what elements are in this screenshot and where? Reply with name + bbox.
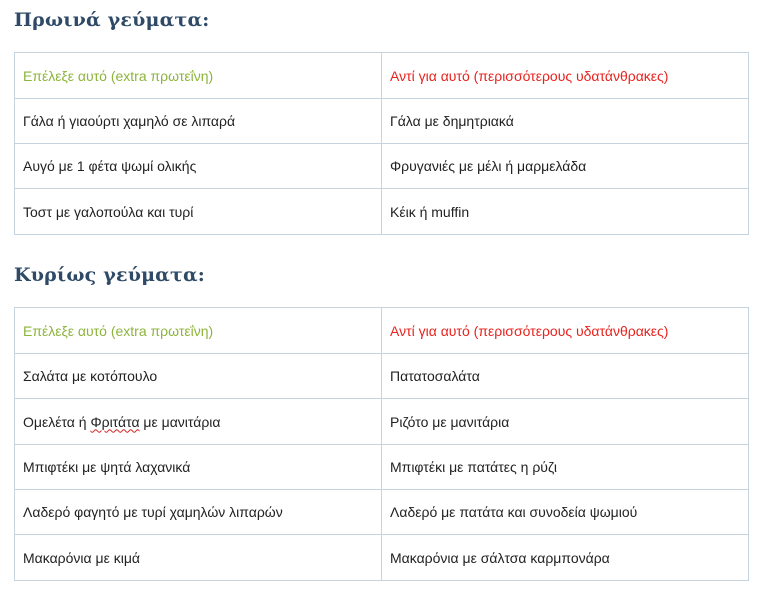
instead-cell: Κέικ ή muffin bbox=[382, 189, 749, 235]
choose-cell: Τοστ με γαλοπούλα και τυρί bbox=[15, 189, 382, 235]
table-row bbox=[15, 535, 749, 581]
breakfast-title: Πρωινά γεύματα: bbox=[14, 9, 210, 31]
table-row bbox=[15, 399, 749, 445]
table-row bbox=[15, 99, 749, 144]
instead-header: Αντί για αυτό (περισσότερους υδατάνθρακες) bbox=[382, 308, 749, 354]
choose-text-pre: Ομελέτα ή bbox=[23, 413, 91, 430]
spellcheck-marked-word: Φριτάτα bbox=[90, 413, 140, 430]
choose-header: Επέλεξε αυτό (extra πρωτεΐνη) bbox=[15, 308, 382, 354]
table-header-row bbox=[15, 308, 749, 354]
table-row bbox=[15, 144, 749, 189]
instead-cell: Λαδερό με πατάτα και συνοδεία ψωμιού bbox=[382, 490, 749, 535]
instead-header: Αντί για αυτό (περισσότερους υδατάνθρακες) bbox=[382, 53, 749, 99]
choose-cell: Μακαρόνια με κιμά bbox=[15, 535, 382, 581]
choose-cell: Λαδερό φαγητό με τυρί χαμηλών λιπαρών bbox=[15, 490, 382, 535]
choose-header: Επέλεξε αυτό (extra πρωτεΐνη) bbox=[15, 53, 382, 99]
instead-cell: Γάλα με δημητριακά bbox=[382, 99, 749, 144]
table-header-row bbox=[15, 53, 749, 99]
breakfast-table bbox=[14, 52, 749, 235]
table-row bbox=[15, 354, 749, 399]
instead-cell: Πατατοσαλάτα bbox=[382, 354, 749, 399]
choose-cell: Σαλάτα με κοτόπουλο bbox=[15, 354, 382, 399]
instead-cell: Μακαρόνια με σάλτσα καρμπονάρα bbox=[382, 535, 749, 581]
choose-text-post: με μανιτάρια bbox=[139, 413, 221, 430]
table-row bbox=[15, 445, 749, 490]
choose-cell: Αυγό με 1 φέτα ψωμί ολικής bbox=[15, 144, 382, 189]
instead-cell: Φρυγανιές με μέλι ή μαρμελάδα bbox=[382, 144, 749, 189]
main-meals-title: Κυρίως γεύματα: bbox=[14, 264, 206, 286]
instead-cell: Ριζότο με μανιτάρια bbox=[382, 399, 749, 445]
table-row bbox=[15, 189, 749, 235]
choose-cell: Μπιφτέκι με ψητά λαχανικά bbox=[15, 445, 382, 490]
choose-cell bbox=[15, 399, 382, 445]
table-row bbox=[15, 490, 749, 535]
choose-cell: Γάλα ή γιαούρτι χαμηλό σε λιπαρά bbox=[15, 99, 382, 144]
instead-cell: Μπιφτέκι με πατάτες η ρύζι bbox=[382, 445, 749, 490]
main-meals-table bbox=[14, 307, 749, 581]
